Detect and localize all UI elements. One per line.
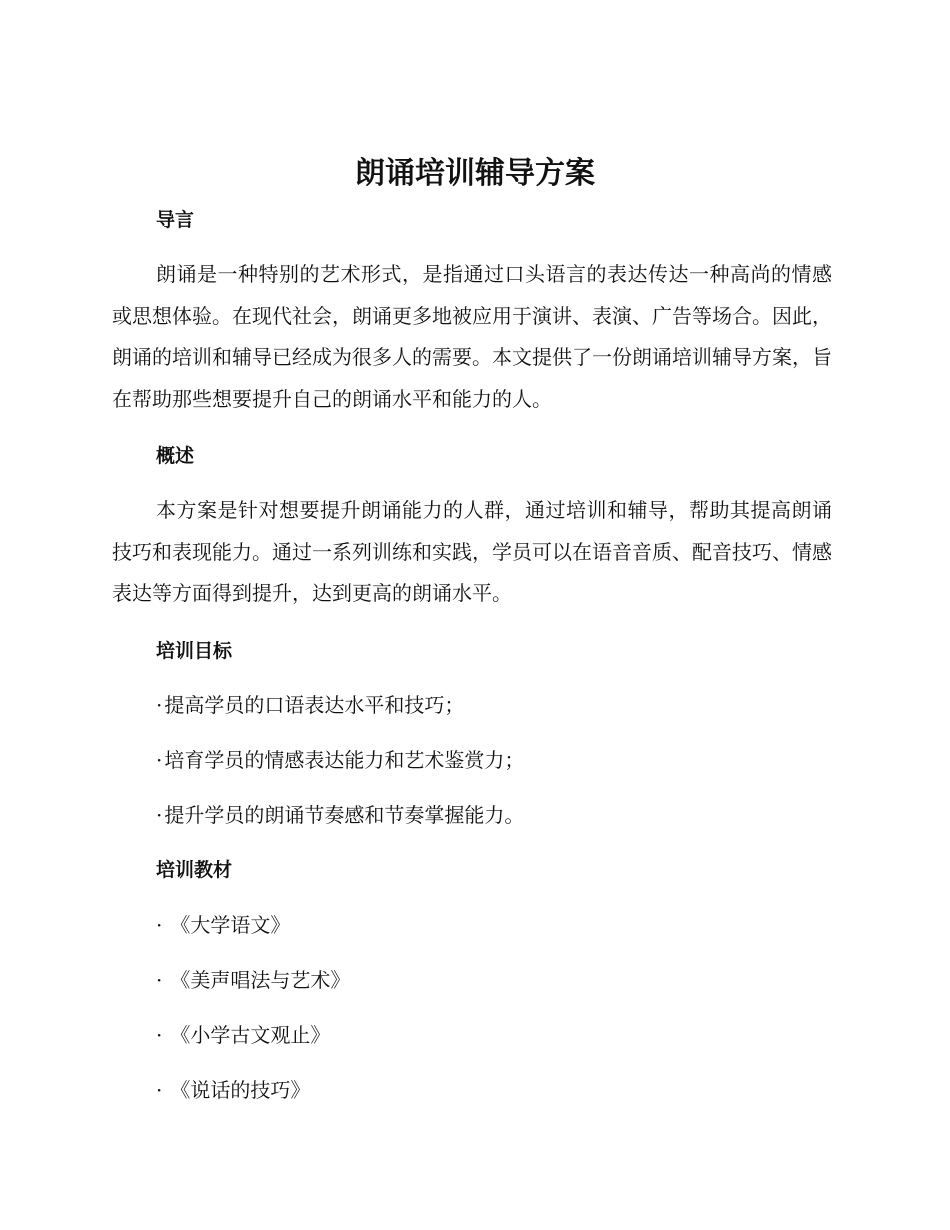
material-list-item: [156, 911, 290, 939]
bullet-icon: ·: [156, 968, 163, 992]
material-text: 《小学古文观止》: [170, 1023, 331, 1047]
material-text: 《大学语文》: [170, 913, 291, 937]
section-paragraph-overview: 本方案是针对想要提升朗诵能力的人群，通过培训和辅导，帮助其提高朗诵技巧和表现能力。通过一系列训练和实践，学员可以在语音音质、配音技巧、情感表达等方面得到提升，达到更高的朗诵水平。: [112, 498, 832, 605]
material-text: 《美声唱法与艺术》: [170, 968, 351, 992]
goal-text: 提升学员的朗诵节奏感和节奏掌握能力。: [164, 803, 525, 827]
section-heading-goals: 培训目标: [156, 640, 233, 662]
section-heading-materials: 培训教材: [156, 859, 233, 881]
goal-text: 培育学员的情感表达能力和艺术鉴赏力；: [164, 748, 525, 772]
material-list-item: [156, 1021, 330, 1049]
section-paragraph-intro: 朗诵是一种特别的艺术形式，是指通过口头语言的表达传达一种高尚的情感或思想体验。在现代社会，朗诵更多地被应用于演讲、表演、广告等场合。因此，朗诵的培训和辅导已经成为很多人的需要。本文提供了一份朗诵培训辅导方案，旨在帮助那些想要提升自己的朗诵水平和能力的人。: [112, 262, 832, 411]
bullet-icon: ·: [156, 803, 163, 827]
goal-text: 提高学员的口语表达水平和技巧；: [164, 693, 465, 717]
section-heading-overview: 概述: [156, 445, 195, 467]
bullet-icon: ·: [156, 748, 163, 772]
material-list-item: [156, 1076, 310, 1104]
goal-list-item: [156, 746, 524, 774]
material-text: 《说话的技巧》: [170, 1078, 311, 1102]
bullet-icon: ·: [156, 1078, 163, 1102]
section-heading-intro: 导言: [156, 209, 195, 231]
bullet-icon: ·: [156, 1023, 163, 1047]
goal-list-item: [156, 801, 524, 829]
goal-list-item: [156, 691, 464, 719]
bullet-icon: ·: [156, 693, 163, 717]
document-title: 朗诵培训辅导方案: [355, 156, 595, 191]
bullet-icon: ·: [156, 913, 163, 937]
material-list-item: [156, 966, 350, 994]
